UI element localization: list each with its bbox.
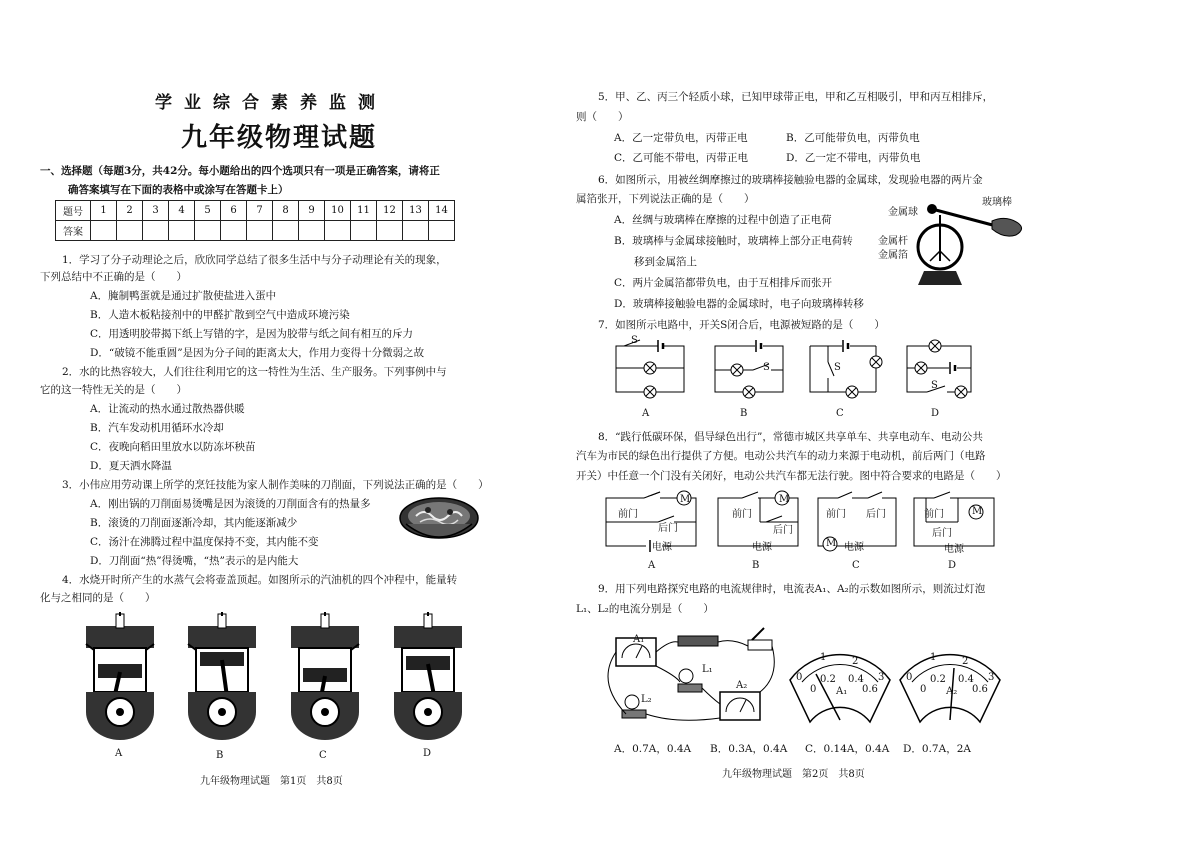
power-label: 电源 <box>944 544 964 555</box>
section-heading: 一、选择题（每题3分，共42分。每小题给出的四个选项只有一项是正确答案，请将正 <box>40 165 440 177</box>
figure-label-d: D <box>931 408 940 419</box>
figure-label-a: A <box>642 408 650 419</box>
power-label: 电源 <box>844 542 864 553</box>
answer-cell[interactable] <box>429 221 455 241</box>
motor-label: M <box>972 506 983 517</box>
exam-header: 学业综合素养监测 <box>155 93 387 113</box>
q1-option-b: B．人造木板粘接剂中的甲醛扩散到空气中造成环境污染 <box>90 309 350 321</box>
q6-stem-cont: 属箔张开，下列说法正确的是（ ） <box>576 193 755 205</box>
front-door-label: 前门 <box>618 509 638 520</box>
table-cell: 4 <box>169 201 195 221</box>
answer-cell[interactable] <box>195 221 221 241</box>
dial-tick-label: 0 <box>920 684 927 695</box>
ammeter-a2-dial <box>896 642 1004 724</box>
switch-label: S <box>631 335 638 346</box>
q9-option-a: A．0.7A，0.4A <box>614 743 692 755</box>
q2-stem: 2．水的比热容较大，人们往往利用它的这一特性为生活、生产服务。下列事例中与 <box>62 366 447 378</box>
table-cell: 12 <box>377 201 403 221</box>
dial-tick-label: 0.6 <box>972 684 988 695</box>
figure-label-c: C <box>836 408 844 419</box>
q1-stem-cont: 下列总结中不正确的是（ ） <box>40 271 187 283</box>
back-door-label: 后门 <box>773 525 793 536</box>
circuit-q7-b <box>713 340 785 396</box>
label-metal-foil: 金属箔 <box>878 250 908 261</box>
figure-label-d: D <box>423 748 432 759</box>
table-cell: 11 <box>351 201 377 221</box>
q1-option-a: A．腌制鸭蛋就是通过扩散使盐进入蛋中 <box>90 290 277 302</box>
page-footer-right: 九年级物理试题 第2页 共8页 <box>722 769 865 780</box>
ammeter-a1-label: A₁ <box>633 634 645 645</box>
q4-stem: 4．水烧开时所产生的水蒸气会将壶盖顶起。如图所示的汽油机的四个冲程中，能量转 <box>62 574 458 586</box>
ammeter-a2-label: A₂ <box>736 680 748 691</box>
answer-cell[interactable] <box>299 221 325 241</box>
q9-option-c: C．0.14A，0.4A <box>805 743 890 755</box>
figure-label-d: D <box>948 560 957 571</box>
dial-tick-label: 0 <box>796 672 803 683</box>
lamp-l1-label: L₁ <box>702 664 713 675</box>
engine-stroke-b-diagram <box>182 612 262 740</box>
q1-stem: 1．学习了分子动理论之后，欣欣同学总结了很多生活中与分子动理论有关的现象， <box>62 254 447 266</box>
table-cell: 9 <box>299 201 325 221</box>
table-cell: 6 <box>221 201 247 221</box>
answer-cell[interactable] <box>91 221 117 241</box>
table-cell: 8 <box>273 201 299 221</box>
figure-label-b: B <box>740 408 748 419</box>
dial-tick-label: 0.2 <box>930 674 946 685</box>
q9-stem-cont: L₁、L₂的电流分别是（ ） <box>576 603 714 615</box>
q5-option-b: B．乙可能带负电，丙带负电 <box>786 132 920 144</box>
figure-label-c: C <box>852 560 860 571</box>
motor-label: M <box>680 494 691 505</box>
figure-label-a: A <box>648 560 656 571</box>
answer-cell[interactable] <box>221 221 247 241</box>
motor-label: M <box>826 538 837 549</box>
back-door-label: 后门 <box>866 509 886 520</box>
dial-tick-label: 0.6 <box>862 684 878 695</box>
power-label: 电源 <box>652 542 672 553</box>
answer-cell[interactable] <box>247 221 273 241</box>
dial-tick-label: 3 <box>878 672 885 683</box>
q2-option-d: D．夏天洒水降温 <box>90 460 172 472</box>
table-cell: 14 <box>429 201 455 221</box>
answer-cell[interactable] <box>377 221 403 241</box>
answer-cell[interactable] <box>403 221 429 241</box>
q5-stem-cont: 则（ ） <box>576 111 629 123</box>
table-cell: 答案 <box>56 221 91 241</box>
dial-a2-label: A₂ <box>946 686 958 697</box>
engine-stroke-c-diagram <box>285 612 365 740</box>
lamp-l2-label: L₂ <box>641 694 652 705</box>
answer-cell[interactable] <box>169 221 195 241</box>
q2-option-b: B．汽车发动机用循环水冷却 <box>90 422 224 434</box>
q3-option-c: C．汤汁在沸腾过程中温度保持不变，其内能不变 <box>90 536 319 548</box>
front-door-label: 前门 <box>924 509 944 520</box>
table-cell: 13 <box>403 201 429 221</box>
answer-cell[interactable] <box>273 221 299 241</box>
switch-label: S <box>763 362 770 373</box>
circuit-q7-c <box>806 340 886 396</box>
page-title: 九年级物理试题 <box>181 123 378 153</box>
back-door-label: 后门 <box>658 523 678 534</box>
table-row <box>56 221 455 241</box>
table-cell: 2 <box>117 201 143 221</box>
q5-option-d: D．乙一定不带电，丙带负电 <box>786 152 921 164</box>
dial-tick-label: 1 <box>930 652 937 663</box>
table-cell: 3 <box>143 201 169 221</box>
motor-label: M <box>779 494 790 505</box>
label-metal-rod: 金属杆 <box>878 236 908 247</box>
table-cell: 5 <box>195 201 221 221</box>
q3-option-d: D．刀削面“热”得烫嘴，“热”表示的是内能大 <box>90 555 299 567</box>
q7-stem: 7．如图所示电路中，开关S闭合后，电源被短路的是（ ） <box>598 319 885 331</box>
figure-label-b: B <box>752 560 760 571</box>
front-door-label: 前门 <box>732 509 752 520</box>
q3-stem: 3．小伟应用劳动课上所学的烹饪技能为家人制作美味的刀削面，下列说法正确的是（ ） <box>62 479 489 491</box>
q9-option-d: D．0.7A，2A <box>903 743 971 755</box>
q9-option-b: B．0.3A，0.4A <box>710 743 788 755</box>
q3-option-a: A．刚出锅的刀削面易烫嘴是因为滚烫的刀削面含有的热量多 <box>90 498 371 510</box>
q5-option-a: A．乙一定带负电，丙带正电 <box>614 132 748 144</box>
circuit-q7-a <box>614 340 686 396</box>
q2-option-c: C．夜晚向稻田里放水以防冻坏秧苗 <box>90 441 256 453</box>
q1-option-d: D．“破镜不能重圆”是因为分子间的距离太大，作用力变得十分微弱之故 <box>90 347 425 359</box>
q9-stem: 9．用下列电路探究电路的电流规律时，电流表A₁、A₂的示数如图所示，则流过灯泡 <box>598 583 986 595</box>
switch-label: S <box>834 362 841 373</box>
dial-tick-label: 2 <box>962 656 969 667</box>
q4-stem-cont: 化与之相同的是（ ） <box>40 592 156 604</box>
figure-label-a: A <box>115 748 123 759</box>
current-experiment-diagram <box>598 626 778 730</box>
q6-option-c: C．两片金属箔都带负电，由于互相排斥而张开 <box>614 277 833 289</box>
answer-cell[interactable] <box>351 221 377 241</box>
dial-tick-label: 3 <box>988 672 995 683</box>
dial-tick-label: 0.2 <box>820 674 836 685</box>
table-cell: 题号 <box>56 201 91 221</box>
dial-a1-label: A₁ <box>836 686 848 697</box>
front-door-label: 前门 <box>826 509 846 520</box>
page-footer-left: 九年级物理试题 第1页 共8页 <box>200 776 343 787</box>
dial-tick-label: 0 <box>810 684 817 695</box>
q6-stem: 6．如图所示，用被丝绸摩擦过的玻璃棒接触验电器的金属球，发现验电器的两片金 <box>598 174 983 186</box>
table-row <box>56 201 455 221</box>
q8-stem: 8．“践行低碳环保，倡导绿色出行”，常德市城区共享单车、共享电动车、电动公共 <box>598 431 983 443</box>
q5-option-c: C．乙可能不带电，丙带正电 <box>614 152 749 164</box>
q2-option-a: A．让流动的热水通过散热器供暖 <box>90 403 245 415</box>
q8-stem-cont2: 开关）中任意一个门没有关闭好，电动公共汽车都无法行驶。图中符合要求的电路是（ ） <box>576 470 1007 482</box>
engine-stroke-a-diagram <box>80 612 160 740</box>
answer-cell[interactable] <box>143 221 169 241</box>
q8-stem-cont: 汽车为市民的绿色出行提供了方便。电动公共汽车的动力来源于电动机，前后两门（电路 <box>576 450 986 462</box>
q6-option-b: B．玻璃棒与金属球接触时，玻璃棒上部分正电荷转 <box>614 235 853 247</box>
figure-label-b: B <box>216 750 224 761</box>
dial-tick-label: 1 <box>820 652 827 663</box>
q2-stem-cont: 它的这一特性无关的是（ ） <box>40 384 187 396</box>
dial-tick-label: 2 <box>852 656 859 667</box>
power-label: 电源 <box>752 542 772 553</box>
switch-label: S <box>931 380 938 391</box>
engine-stroke-d-diagram <box>388 612 468 740</box>
q3-option-b: B．滚烫的刀削面逐渐冷却，其内能逐渐减少 <box>90 517 298 529</box>
table-cell: 7 <box>247 201 273 221</box>
answer-table <box>55 200 455 241</box>
q5-stem: 5．甲、乙、丙三个轻质小球，已知甲球带正电，甲和乙互相吸引，甲和丙互相排斥， <box>598 91 994 103</box>
answer-cell[interactable] <box>325 221 351 241</box>
noodle-bowl-image <box>398 494 480 548</box>
dial-tick-label: 0 <box>906 672 913 683</box>
label-glass-rod: 玻璃棒 <box>982 197 1012 208</box>
dial-tick-label: 0.4 <box>958 674 974 685</box>
table-cell: 10 <box>325 201 351 221</box>
q1-option-c: C．用透明胶带揭下纸上写错的字，是因为胶带与纸之间有相互的斥力 <box>90 328 414 340</box>
table-cell: 1 <box>91 201 117 221</box>
label-metal-ball: 金属球 <box>888 207 918 218</box>
circuit-q7-d <box>905 340 973 396</box>
dial-tick-label: 0.4 <box>848 674 864 685</box>
q6-option-b-cont: 移到金属箔上 <box>634 256 697 268</box>
q6-option-a: A．丝绸与玻璃棒在摩擦的过程中创造了正电荷 <box>614 214 832 226</box>
back-door-label: 后门 <box>932 528 952 539</box>
ammeter-a1-dial <box>786 642 894 724</box>
answer-cell[interactable] <box>117 221 143 241</box>
figure-label-c: C <box>319 750 327 761</box>
q6-option-d: D．玻璃棒接触验电器的金属球时，电子向玻璃棒转移 <box>614 298 864 310</box>
section-heading-cont: 确答案填写在下面的表格中或涂写在答题卡上） <box>68 184 289 196</box>
